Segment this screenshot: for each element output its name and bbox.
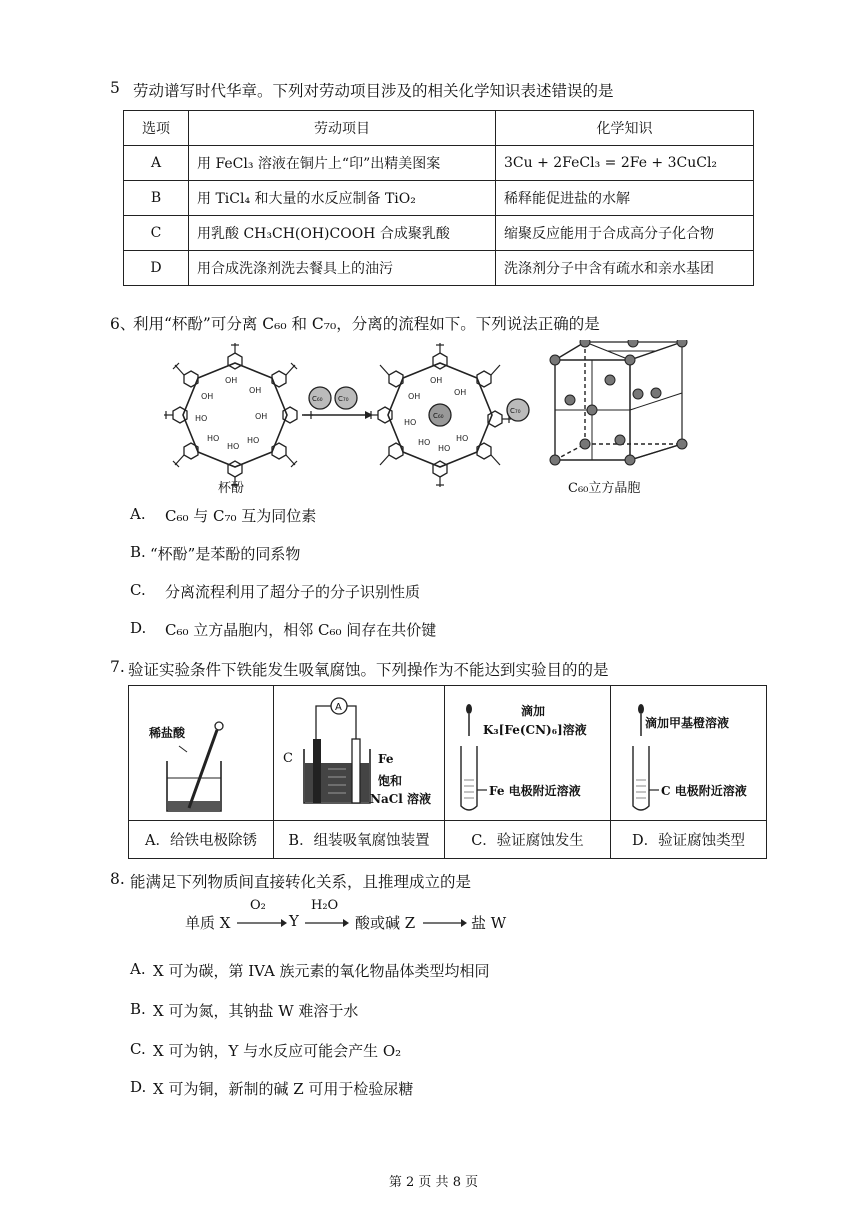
scheme-reagent-h2o: H₂O: [311, 898, 339, 913]
q6-option-d-key: D.: [130, 619, 147, 637]
ho-label: HO: [456, 434, 469, 443]
calixarene-molecule: [164, 343, 313, 487]
q7-cell-c: [445, 686, 611, 858]
q8-option-d-text: X 可为铜，新制的碱 Z 可用于检验尿糖: [153, 1080, 414, 1098]
q6-option-a-key: A.: [130, 505, 146, 523]
ho-label: HO: [195, 414, 208, 423]
q8-number: 8.: [110, 870, 125, 888]
q6-option-d-text: C₆₀ 立方晶胞内，相邻 C₆₀ 间存在共价键: [165, 621, 437, 639]
header-project: 劳动项目: [189, 111, 496, 146]
q6-option-c-text: 分离流程利用了超分子的分子识别性质: [165, 583, 421, 601]
ho-label: HO: [227, 442, 240, 451]
ho-label: HO: [438, 444, 451, 453]
q7-number: 7.: [110, 658, 125, 676]
c-electrode-solution-label: C 电极附近溶液: [661, 784, 747, 798]
c60-inner-label: C₆₀: [433, 412, 444, 420]
c70-out-label: C₇₀: [510, 407, 521, 415]
q6-option-a-text: C₆₀ 与 C₇₀ 互为同位素: [165, 507, 317, 525]
fe-electrode-solution-label: Fe 电极附近溶液: [489, 784, 581, 798]
q7-caption-a: A．给铁电极除锈: [129, 820, 273, 858]
scheme-y: Y: [289, 912, 299, 930]
calixarene-with-c60: [369, 343, 511, 487]
oh-label: OH: [430, 376, 443, 385]
row-knowledge: 3Cu + 2FeCl₃ = 2Fe + 3CuCl₂: [496, 146, 754, 181]
q8-option-b-text: X 可为氮，其钠盐 W 难溶于水: [153, 1002, 359, 1020]
header-option: 选项: [124, 111, 189, 146]
q7-table: [128, 685, 767, 859]
row-project: 用 TiCl₄ 和大量的水反应制备 TiO₂: [189, 181, 496, 216]
q7-caption-c: C．验证腐蚀发生: [445, 820, 610, 858]
ho-label: HO: [404, 418, 417, 427]
q6-option-c-key: C.: [130, 581, 146, 599]
oh-label: OH: [255, 412, 268, 421]
nacl-solution-label: NaCl 溶液: [370, 792, 432, 806]
q6-number: 6、: [110, 315, 136, 333]
q6-option-b-key: B.: [130, 543, 146, 561]
iron-electrode-label: Fe: [378, 752, 394, 766]
table-header-row: [124, 111, 754, 146]
q5-stem: 劳动谱写时代华章。下列对劳动项目涉及的相关化学知识表述错误的是: [133, 82, 614, 100]
q6-figure: [160, 340, 700, 500]
q7-cell-a: [129, 686, 274, 858]
saturated-label: 饱和: [378, 774, 403, 788]
dilute-hcl-label: 稀盐酸: [149, 726, 186, 740]
ho-label: HO: [418, 438, 431, 447]
page-footer: 第 2 页 共 8 页: [388, 1175, 479, 1190]
q7-stem: 验证实验条件下铁能发生吸氧腐蚀。下列操作为不能达到实验目的的是: [128, 661, 609, 679]
q8-option-a-key: A.: [130, 960, 146, 978]
row-knowledge: 稀释能促进盐的水解: [496, 181, 754, 216]
c70-ball-label: C₇₀: [338, 395, 349, 403]
q7-caption-b: B．组装吸氧腐蚀装置: [274, 820, 444, 858]
q8-option-d-key: D.: [130, 1078, 147, 1096]
ammeter-label: A: [335, 702, 342, 713]
header-knowledge: 化学知识: [496, 111, 754, 146]
table-row: [124, 216, 754, 251]
row-option: C: [124, 216, 189, 251]
scheme-reagent-o2: O₂: [250, 898, 266, 913]
dropper-tube-icon: [457, 702, 487, 814]
scheme-arrow-2: [305, 918, 349, 928]
oh-label: OH: [225, 376, 238, 385]
scheme-start: 单质 X: [185, 914, 231, 932]
row-knowledge: 洗涤剂分子中含有疏水和亲水基团: [496, 251, 754, 286]
ho-label: HO: [247, 436, 260, 445]
row-project: 用合成洗涤剂洗去餐具上的油污: [189, 251, 496, 286]
scheme-w: 盐 W: [471, 914, 507, 932]
row-knowledge: 缩聚反应能用于合成高分子化合物: [496, 216, 754, 251]
row-option: B: [124, 181, 189, 216]
table-row: [124, 251, 754, 286]
row-project: 用乳酸 CH₃CH(OH)COOH 合成聚乳酸: [189, 216, 496, 251]
oh-label: OH: [249, 386, 262, 395]
cubic-cell-spheres: [550, 340, 687, 465]
q5-table: [123, 110, 754, 286]
q8-option-c-key: C.: [130, 1040, 146, 1058]
table-row: [124, 181, 754, 216]
q8-option-a-text: X 可为碳，第 IVA 族元素的氧化物晶体类型均相同: [153, 962, 490, 980]
table-row: [124, 146, 754, 181]
q6-stem: 利用“杯酚”可分离 C₆₀ 和 C₇₀，分离的流程如下。下列说法正确的是: [133, 315, 600, 333]
row-option: A: [124, 146, 189, 181]
c60-c70-balls: [309, 387, 357, 409]
q8-option-b-key: B.: [130, 1000, 146, 1018]
scheme-z: 酸或碱 Z: [355, 914, 416, 932]
q6-option-b-text: “杯酚”是苯酚的同系物: [150, 545, 301, 563]
oh-label: OH: [454, 388, 467, 397]
c60-ball-label: C₆₀: [312, 395, 323, 403]
carbon-electrode-label: C: [283, 751, 293, 766]
q7-caption-d: D．验证腐蚀类型: [611, 820, 766, 858]
row-project: 用 FeCl₃ 溶液在铜片上“印”出精美图案: [189, 146, 496, 181]
drop-add-label: 滴加: [521, 704, 546, 718]
oh-label: OH: [201, 392, 214, 401]
beaker-icon: [159, 716, 259, 816]
q7-cell-d: [611, 686, 766, 858]
ho-label: HO: [207, 434, 220, 443]
scheme-arrow-3: [423, 918, 467, 928]
q8-scheme: [185, 900, 515, 936]
q7-cell-b: [274, 686, 445, 858]
crystal-label: C₆₀立方晶胞: [568, 481, 641, 496]
calixarene-label: 杯酚: [218, 481, 245, 496]
q8-option-c-text: X 可为钠，Y 与水反应可能会产生 O₂: [153, 1042, 402, 1060]
q8-stem: 能满足下列物质间直接转化关系，且推理成立的是: [130, 873, 472, 891]
q5-number: 5: [110, 79, 120, 97]
oh-label: OH: [408, 392, 421, 401]
ferricyanide-label: K₃[Fe(CN)₆]溶液: [483, 723, 587, 737]
scheme-arrow-1: [237, 918, 287, 928]
row-option: D: [124, 251, 189, 286]
methyl-orange-label: 滴加甲基橙溶液: [645, 716, 730, 730]
